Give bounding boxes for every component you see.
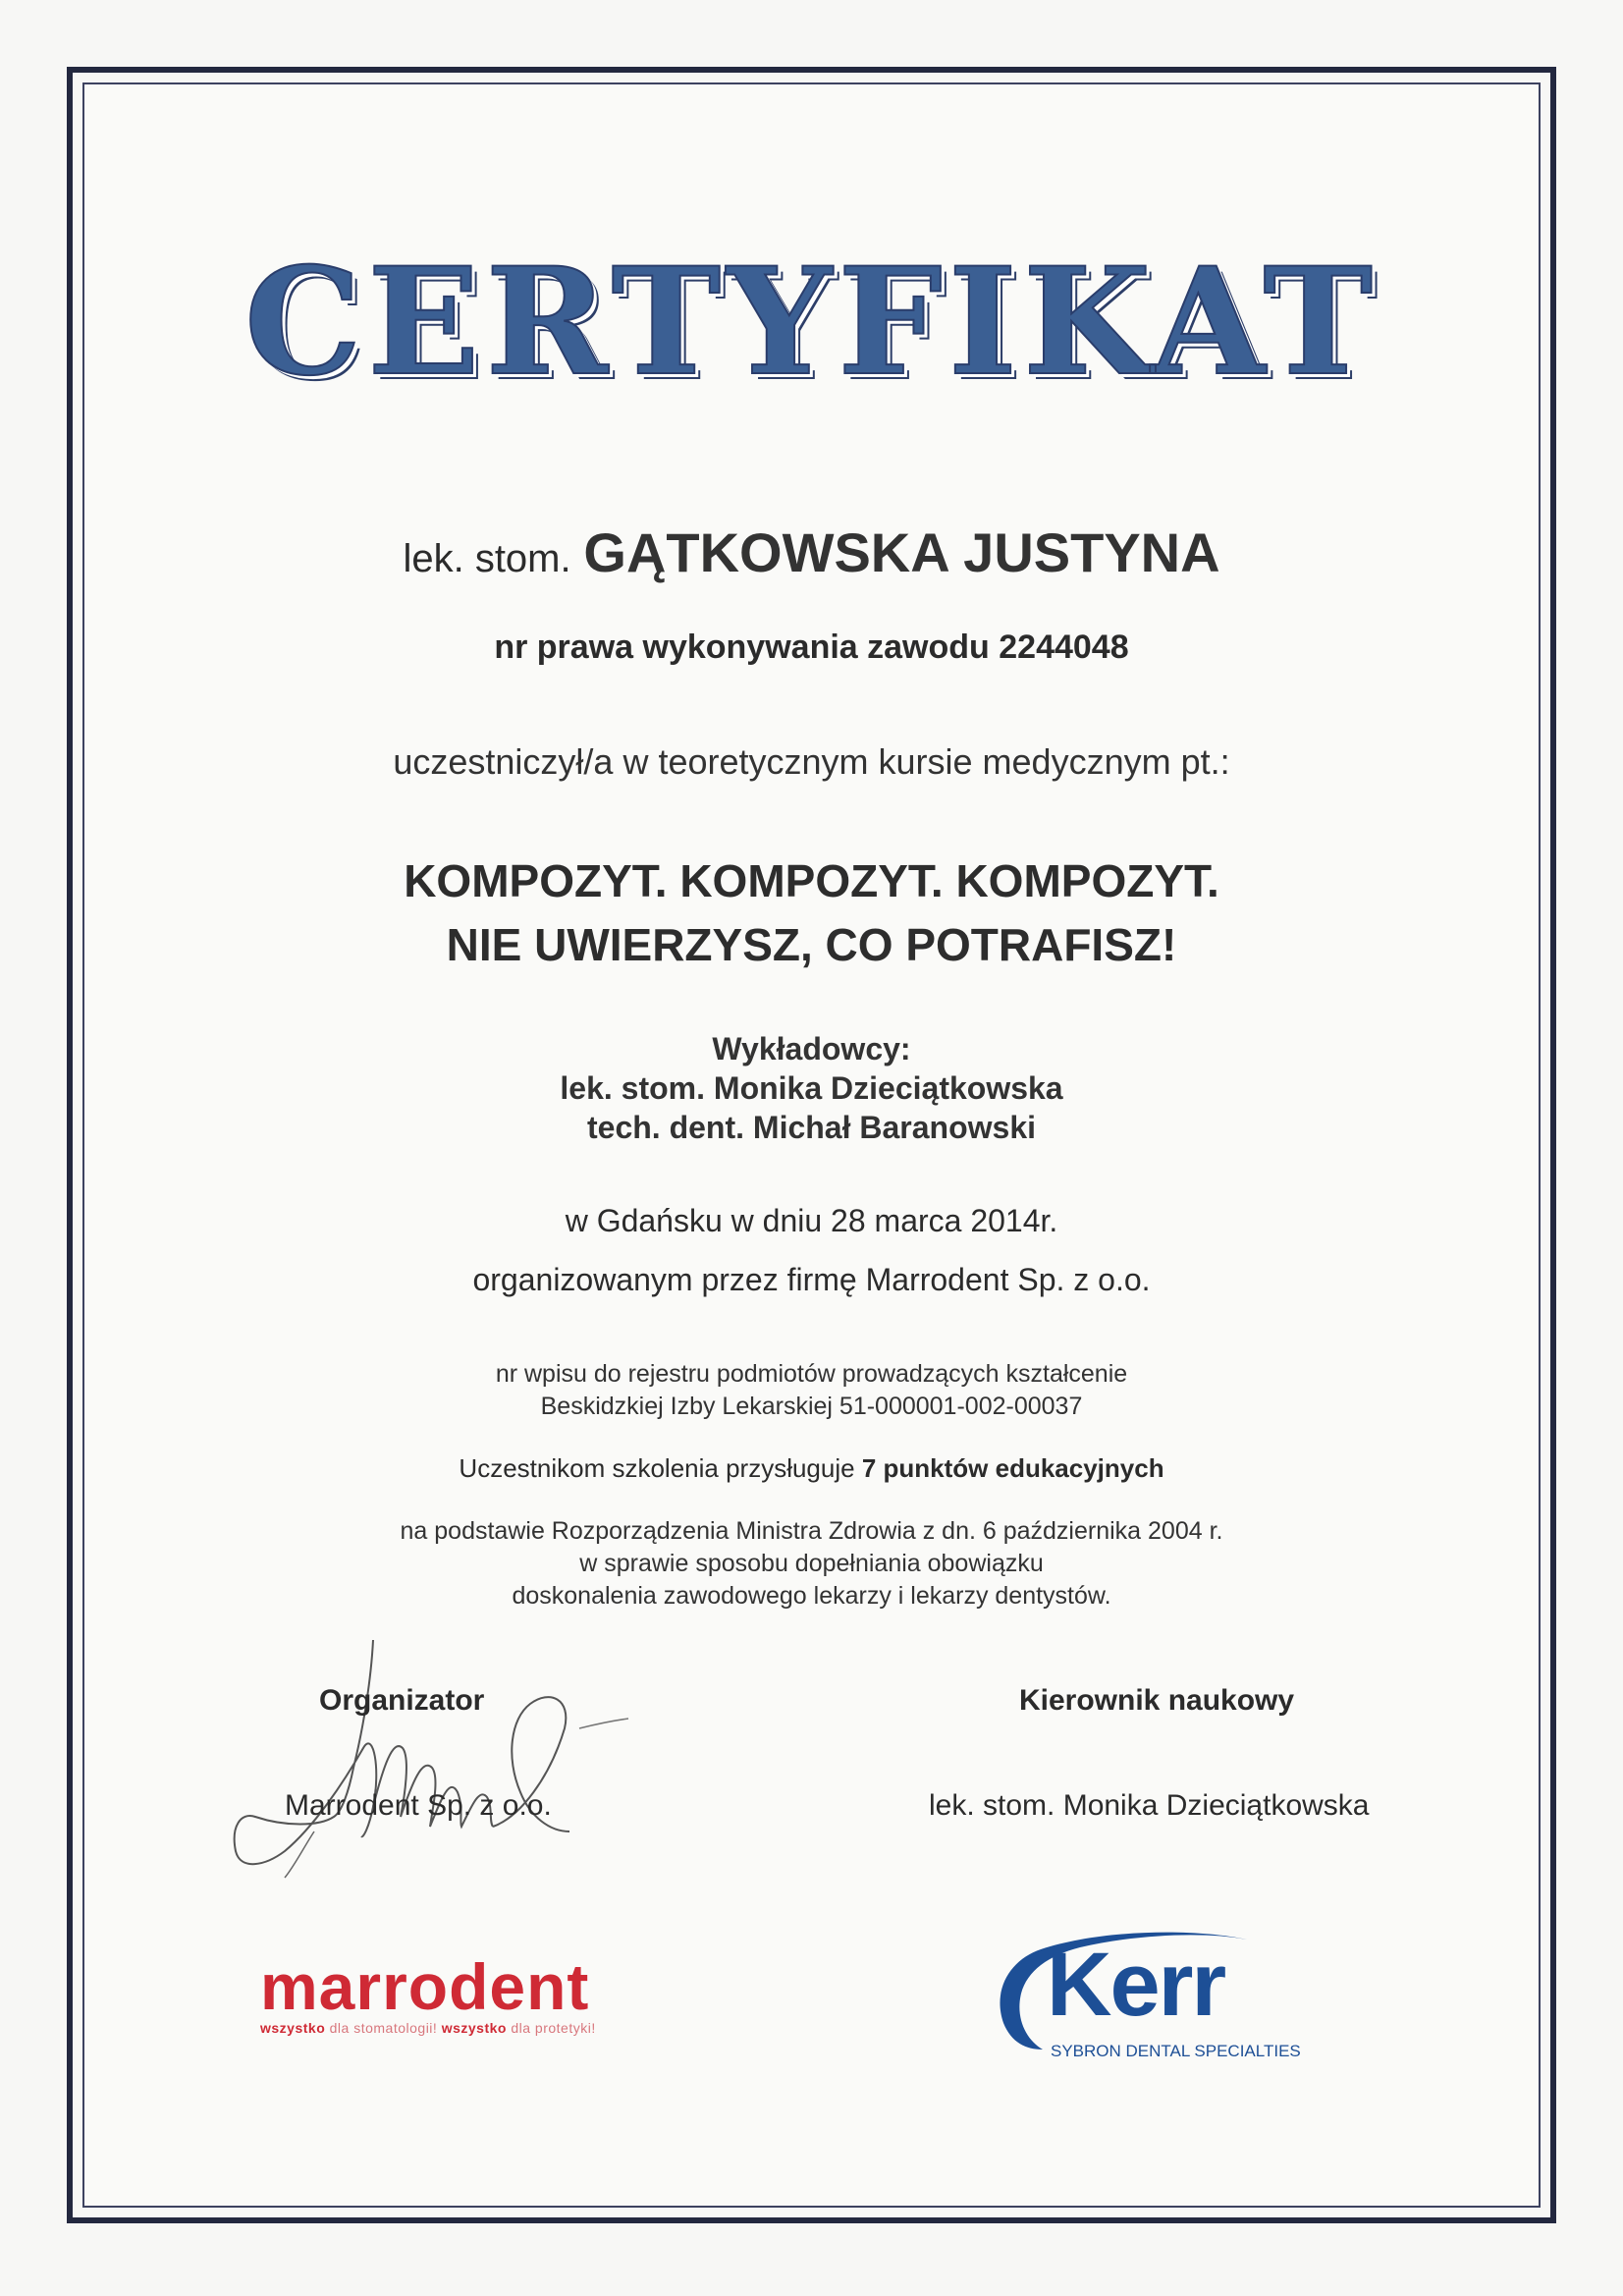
organized-by: organizowanym przez firmę Marrodent Sp. z o.o. xyxy=(472,1262,1151,1297)
marrodent-tagline: wszystko dla stomatologii! wszystko dla protetyki! xyxy=(260,2020,596,2036)
license-line xyxy=(82,629,1541,667)
license-label: nr prawa wykonywania zawodu xyxy=(494,629,990,666)
recipient-name: GĄTKOWSKA JUSTYNA xyxy=(583,521,1220,583)
director-name: lek. stom. Monika Dzieciątkowska xyxy=(929,1789,1370,1822)
lecturer-item: lek. stom. Monika Dzieciątkowska xyxy=(560,1070,1063,1106)
kerr-logo xyxy=(982,1920,1316,2067)
certificate-title: CERTYFIKAT xyxy=(243,236,1380,409)
handwritten-signature xyxy=(226,1620,638,1886)
director-label: Kierownik naukowy xyxy=(1019,1684,1295,1717)
organizer-label: Organizator xyxy=(319,1684,485,1717)
license-number: 2244048 xyxy=(999,629,1129,666)
marrodent-logo xyxy=(260,1949,596,2036)
registry-line2: Beskidzkiej Izby Lekarskiej 51-000001-002-00037 xyxy=(540,1393,1083,1420)
points-prefix: Uczestnikom szkolenia przysługuje xyxy=(459,1453,855,1483)
participated-text: uczestniczył/a w teoretycznym kursie medycznym pt.: xyxy=(393,741,1230,782)
points-value: 7 punktów edukacyjnych xyxy=(861,1453,1164,1483)
basis-line2: w sprawie sposobu dopełniania obowiązku xyxy=(579,1550,1044,1577)
lecturer-item: tech. dent. Michał Baranowski xyxy=(587,1110,1036,1145)
place-date: w Gdańsku w dniu 28 marca 2014r. xyxy=(565,1203,1058,1238)
marrodent-wordmark: marrodent xyxy=(260,1950,590,2023)
kerr-wordmark: Kerr xyxy=(1047,1935,1225,2035)
basis-line1: na podstawie Rozporządzenia Ministra Zdrowia z dn. 6 października 2004 r. xyxy=(400,1517,1223,1545)
recipient-prefix: lek. stom. xyxy=(403,537,571,580)
course-title-line2: NIE UWIERZYSZ, CO POTRAFISZ! xyxy=(446,919,1177,970)
registry-line1: nr wpisu do rejestru podmiotów prowadzących kształcenie xyxy=(495,1360,1128,1388)
recipient-line xyxy=(82,520,1541,584)
points-line xyxy=(82,1453,1541,1484)
kerr-subtitle: SYBRON DENTAL SPECIALTIES xyxy=(1051,2042,1301,2060)
organizer-name: Marrodent Sp. z o.o. xyxy=(285,1789,552,1822)
lecturers-heading: Wykładowcy: xyxy=(712,1031,911,1066)
course-title-line1: KOMPOZYT. KOMPOZYT. KOMPOZYT. xyxy=(404,855,1219,906)
basis-line3: doskonalenia zawodowego lekarzy i lekarzy dentystów. xyxy=(512,1582,1111,1610)
